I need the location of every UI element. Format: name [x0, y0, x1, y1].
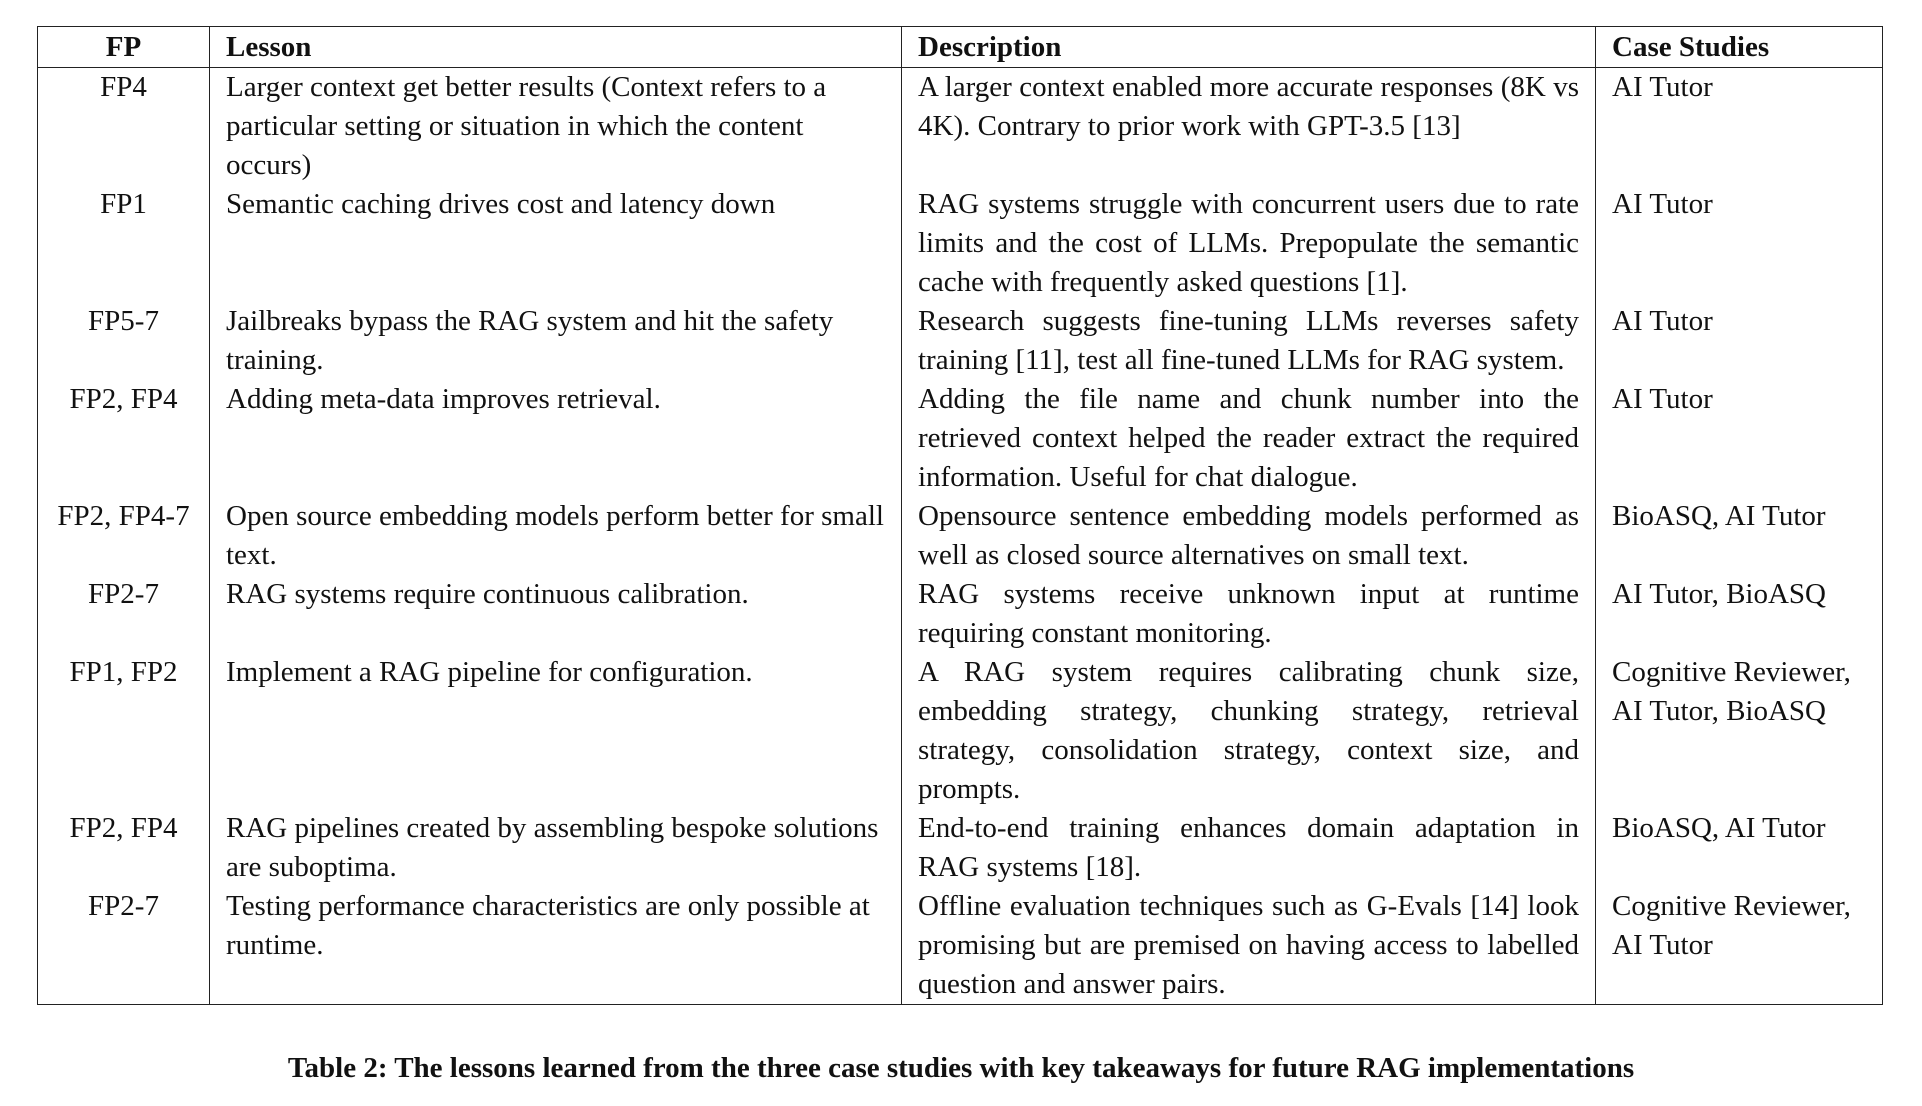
lessons-table	[37, 26, 1883, 1005]
header-description: Description	[902, 27, 1596, 68]
lesson-cell: Testing performance characteristics are only possible at runtime.	[210, 887, 902, 1005]
table-header	[38, 27, 1883, 68]
header-case-studies: Case Studies	[1596, 27, 1883, 68]
description-cell: Adding the file name and chunk number into the retrieved context helped the reader extract the required information. Useful for chat dialogue.	[902, 380, 1596, 497]
lessons-table-container	[37, 26, 1882, 1005]
table-caption: Table 2: The lessons learned from the three case studies with key takeaways for future RAG implementations	[287, 1052, 1635, 1084]
lesson-cell: Implement a RAG pipeline for configuration.	[210, 653, 902, 809]
fp-cell: FP2-7	[38, 887, 210, 1005]
header-row	[38, 27, 1883, 68]
case-studies-cell: Cognitive Reviewer, AI Tutor, BioASQ	[1596, 653, 1883, 809]
lesson-cell: Jailbreaks bypass the RAG system and hit the safety training.	[210, 302, 902, 380]
table-row	[38, 887, 1883, 1005]
case-studies-cell: AI Tutor	[1596, 380, 1883, 497]
lesson-cell: Adding meta-data improves retrieval.	[210, 380, 902, 497]
description-cell: A larger context enabled more accurate responses (8K vs 4K). Contrary to prior work with GPT-3.5 [13]	[902, 68, 1596, 186]
case-studies-cell: Cognitive Reviewer, AI Tutor	[1596, 887, 1883, 1005]
fp-cell: FP2, FP4-7	[38, 497, 210, 575]
fp-cell: FP4	[38, 68, 210, 186]
fp-cell: FP2, FP4	[38, 809, 210, 887]
case-studies-cell: BioASQ, AI Tutor	[1596, 497, 1883, 575]
lesson-cell: RAG pipelines created by assembling bespoke solutions are suboptima.	[210, 809, 902, 887]
table-row	[38, 653, 1883, 809]
fp-cell: FP1, FP2	[38, 653, 210, 809]
description-cell: End-to-end training enhances domain adaptation in RAG systems [18].	[902, 809, 1596, 887]
case-studies-cell: AI Tutor, BioASQ	[1596, 575, 1883, 653]
table-body	[38, 68, 1883, 1005]
table-row	[38, 380, 1883, 497]
lesson-cell: Semantic caching drives cost and latency down	[210, 185, 902, 302]
table-row	[38, 185, 1883, 302]
lesson-cell: Open source embedding models perform better for small text.	[210, 497, 902, 575]
case-studies-cell: AI Tutor	[1596, 302, 1883, 380]
fp-cell: FP2-7	[38, 575, 210, 653]
case-studies-cell: BioASQ, AI Tutor	[1596, 809, 1883, 887]
header-fp: FP	[38, 27, 210, 68]
case-studies-cell: AI Tutor	[1596, 185, 1883, 302]
table-row	[38, 302, 1883, 380]
table-row	[38, 497, 1883, 575]
table-row	[38, 809, 1883, 887]
description-cell: A RAG system requires calibrating chunk size, embedding strategy, chunking strategy, retrieval strategy, consolidation strategy, context size, and prompts.	[902, 653, 1596, 809]
lesson-cell: Larger context get better results (Context refers to a particular setting or situation in which the content occurs)	[210, 68, 902, 186]
fp-cell: FP2, FP4	[38, 380, 210, 497]
case-studies-cell: AI Tutor	[1596, 68, 1883, 186]
description-cell: Offline evaluation techniques such as G-Evals [14] look promising but are premised on having access to labelled question and answer pairs.	[902, 887, 1596, 1005]
fp-cell: FP5-7	[38, 302, 210, 380]
fp-cell: FP1	[38, 185, 210, 302]
table-row	[38, 575, 1883, 653]
header-lesson: Lesson	[210, 27, 902, 68]
description-cell: RAG systems receive unknown input at runtime requiring constant monitoring.	[902, 575, 1596, 653]
table-row	[38, 68, 1883, 186]
description-cell: Research suggests fine-tuning LLMs reverses safety training [11], test all fine-tuned LLMs for RAG system.	[902, 302, 1596, 380]
lesson-cell: RAG systems require continuous calibration.	[210, 575, 902, 653]
description-cell: RAG systems struggle with concurrent users due to rate limits and the cost of LLMs. Prepopulate the semantic cache with frequently asked questions [1].	[902, 185, 1596, 302]
description-cell: Opensource sentence embedding models performed as well as closed source alternatives on small text.	[902, 497, 1596, 575]
